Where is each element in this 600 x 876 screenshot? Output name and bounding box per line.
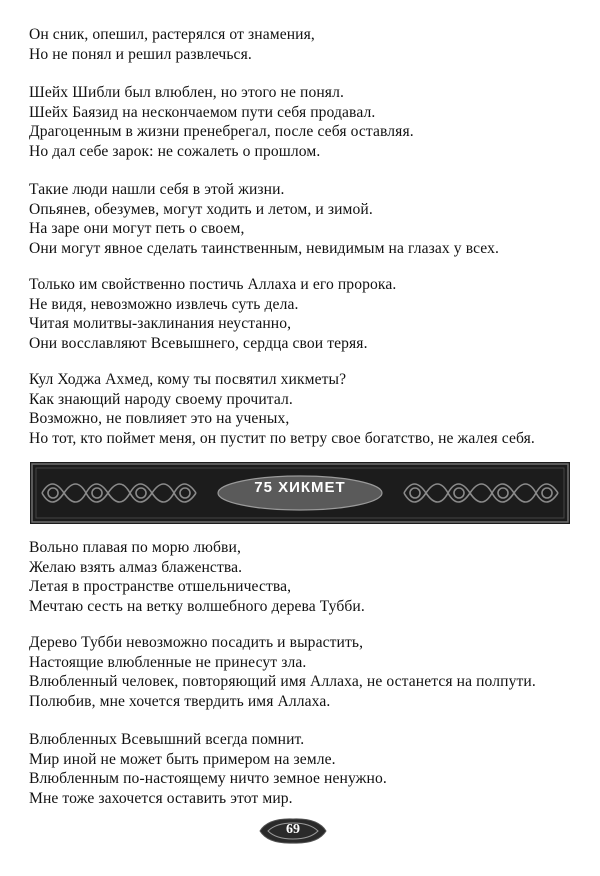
verse-line: Мечтаю сесть на ветку волшебного дерева Тубби. [29,597,365,615]
verse-line: Опьянев, обезумев, могут ходить и летом, и зимой. [29,200,373,218]
verse-line: Такие люди нашли себя в этой жизни. [29,181,285,198]
verse-line: Как знающий народу своему прочитал. [29,390,293,408]
verse-line: Влюбленный человек, повторяющий имя Аллаха, не останется на полпути. [29,673,536,690]
verse-line: Они восславляют Всевышнего, сердца свои теряя. [29,334,368,352]
chapter-banner [30,462,570,524]
verse-line: Летая в пространстве отшельничества, [29,578,292,595]
verse-line: Только им свойственно постичь Аллаха и его пророка. [29,276,397,293]
stanza [29,25,589,64]
verse-line: Кул Ходжа Ахмед, кому ты посвятил хикметы? [29,371,347,388]
verse-line: Но не понял и решил развлечься. [29,45,252,63]
verse-line: Настоящие влюбленные не принесут зла. [29,653,307,671]
verse-line: Мне тоже захочется оставить этот мир. [29,789,293,807]
verse-line: Но тот, кто поймет меня, он пустит по ветру свое богатство, не жалея себя. [29,429,535,447]
verse-line: Не видя, невозможно извлечь суть дела. [29,295,299,313]
page-number [258,816,328,846]
verse-line: Шейх Шибли был влюблен, но этого не понял. [29,84,344,101]
verse-line: Вольно плавая по морю любви, [29,539,241,556]
verse-line: Но дал себе зарок: не сожалеть о прошлом. [29,142,321,160]
verse-line: Возможно, не повлияет это на ученых, [29,410,290,427]
verse-line: Влюбленных Всевышний всегда помнит. [29,731,305,748]
verse-line: Драгоценным в жизни пренебрегал, после себя оставляя. [29,123,414,140]
stanza [29,83,589,161]
verse-line: Шейх Баязид на нескончаемом пути себя продавал. [29,103,376,121]
verse-line: На заре они могут петь о своем, [29,220,245,237]
verse-line: Мир иной не может быть примером на земле. [29,750,336,768]
verse-line: Дерево Тубби невозможно посадить и вырастить, [29,634,364,651]
verse-line: Они могут явное сделать таинственным, невидимым на глазах у всех. [29,239,499,257]
stanza [29,730,589,808]
stanza [29,538,589,616]
verse-line: Полюбив, мне хочется твердить имя Аллаха. [29,692,331,710]
page-number-text: 69 [286,822,300,837]
verse-line: Желаю взять алмаз блаженства. [29,558,243,576]
verse-line: Он сник, опешил, растерялся от знамения, [29,26,315,43]
stanza [29,633,589,711]
verse-line: Влюбленным по-настоящему ничто земное ненужно. [29,770,387,787]
stanza [29,180,589,258]
verse-line: Читая молитвы-заклинания неустанно, [29,315,292,332]
stanza [29,370,589,448]
chapter-title: 75 ХИКМЕТ [254,479,346,496]
stanza [29,275,589,353]
